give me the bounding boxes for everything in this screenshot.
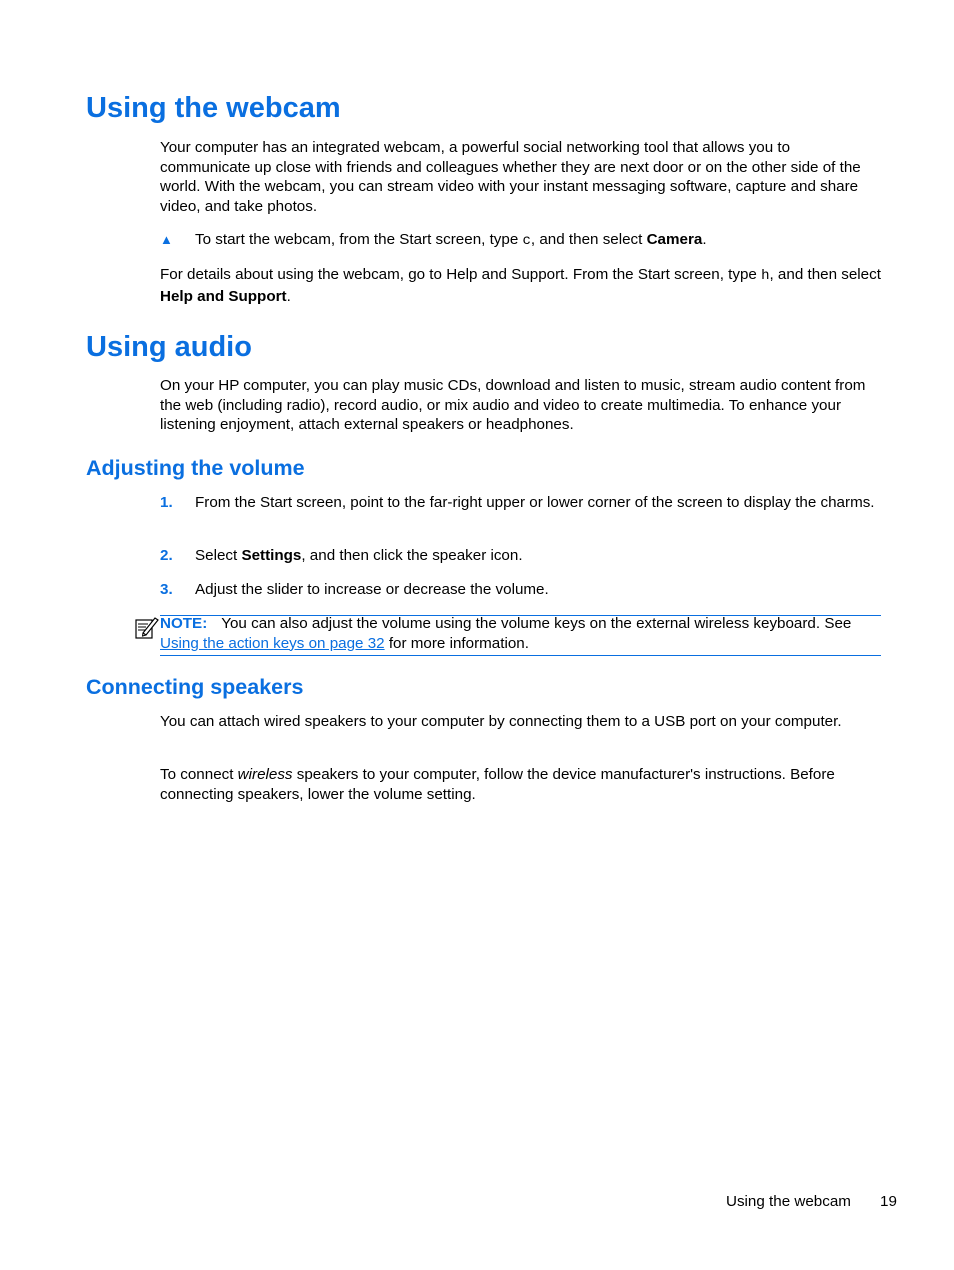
step-number: 3.: [160, 581, 173, 598]
note-label: NOTE:: [160, 615, 208, 632]
step-number: 2.: [160, 547, 173, 564]
triangle-bullet-icon: ▲: [160, 232, 173, 247]
footer-page-number: 19: [880, 1193, 897, 1210]
heading-adjusting-the-volume: Adjusting the volume: [86, 456, 305, 480]
footer-section-title: Using the webcam: [726, 1193, 851, 1210]
audio-intro-paragraph: On your HP computer, you can play music CDs, download and listen to music, stream audio content from the web (including radio), record audio, or mix audio and video to create multimedia. To enhance your listening enjoyment, attach external speakers or headphones.: [160, 377, 866, 434]
wireless-emphasis: wireless: [237, 766, 293, 783]
webcam-details-paragraph: For details about using the webcam, go to Help and Support. From the Start screen, type h, and then select Help and Support.: [160, 266, 881, 305]
key-c: c: [522, 233, 531, 249]
step-number: 1.: [160, 494, 173, 511]
settings-label: Settings: [241, 547, 302, 564]
webcam-start-instruction: To start the webcam, from the Start screen, type c, and then select Camera.: [195, 231, 707, 249]
step-text: Adjust the slider to increase or decrease the volume.: [195, 581, 549, 598]
heading-using-the-webcam: Using the webcam: [86, 92, 341, 124]
key-h: h: [761, 268, 770, 284]
help-and-support-label: Help and Support: [160, 287, 287, 305]
speakers-wireless-paragraph: To connect wireless speakers to your computer, follow the device manufacturer's instructions. Before connecting speakers, lower the volume setting.: [160, 766, 835, 803]
step-text: Select Settings, and then click the speaker icon.: [195, 547, 523, 564]
heading-using-audio: Using audio: [86, 331, 252, 363]
action-keys-link[interactable]: Using the action keys on page 32: [160, 634, 385, 652]
note-pencil-icon: [134, 614, 160, 640]
webcam-intro-paragraph: Your computer has an integrated webcam, a powerful social networking tool that allows you to communicate up close with friends and colleagues whether they are next door or on the other side of the world. With the webcam, you can stream video with your instant messaging software, capture and share video, and take photos.: [160, 139, 861, 215]
speakers-wired-paragraph: You can attach wired speakers to your computer by connecting them to a USB port on your computer.: [160, 713, 842, 730]
step-text: From the Start screen, point to the far-right upper or lower corner of the screen to display the charms.: [195, 494, 875, 511]
camera-label: Camera: [646, 231, 703, 248]
heading-connecting-speakers: Connecting speakers: [86, 675, 304, 699]
note-text: NOTE: You can also adjust the volume using the volume keys on the external wireless keyboard. See Using the action keys on page 32 for more information.: [160, 615, 852, 652]
